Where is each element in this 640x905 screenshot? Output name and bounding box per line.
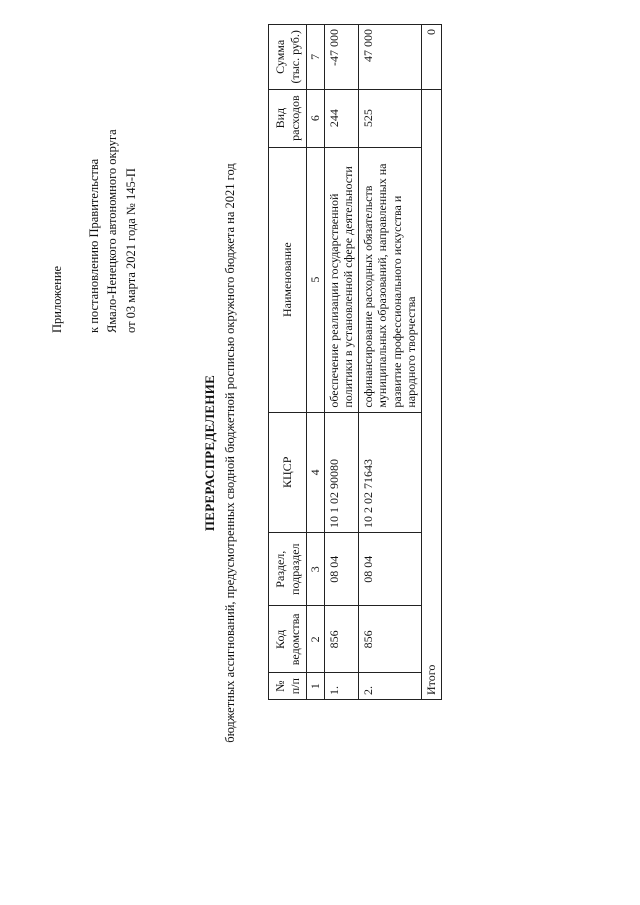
header-code: Код ведомства (269, 605, 307, 672)
row-kcsr: 10 2 02 71643 (358, 412, 421, 532)
col-num-7: 7 (307, 24, 325, 89)
budget-table (268, 24, 442, 700)
row-name: обеспечение реализации государственной политики в установленной сфере деятельности (324, 147, 358, 412)
header-type: Вид расходов (269, 89, 307, 147)
document-subtitle: бюджетных ассигнований, предусмотренных сводной бюджетной росписью окружного бюджета на 2021 год (223, 162, 237, 743)
row-code: 856 (324, 605, 358, 672)
total-sum: 0 (421, 24, 441, 89)
row-type: 244 (324, 89, 358, 147)
header-name: Наименование (269, 147, 307, 412)
total-row (421, 24, 441, 699)
col-num-2: 2 (307, 605, 325, 672)
row-name: софинансирование расходных обязательств муниципальных образований, направленных на развитие профессионального искусства и народного творчества (358, 147, 421, 412)
appendix-region: Ямало-Ненецкого автономного округа (105, 128, 119, 333)
rotated-page (10, 28, 630, 853)
row-num: 2. (358, 672, 421, 699)
column-number-row (307, 24, 325, 699)
appendix-resolution: к постановлению Правительства (86, 158, 101, 333)
col-num-1: 1 (307, 672, 325, 699)
header-row (269, 24, 307, 699)
col-num-6: 6 (307, 89, 325, 147)
row-kcsr: 10 1 02 90080 (324, 412, 358, 532)
row-sum: -47 000 (324, 24, 358, 89)
total-label: Итого (421, 89, 441, 699)
col-num-3: 3 (307, 532, 325, 606)
header-num: № п/п (269, 672, 307, 699)
col-num-4: 4 (307, 412, 325, 532)
document-title: ПЕРЕРАСПРЕДЕЛЕНИЕ (202, 374, 217, 531)
row-sum: 47 000 (358, 24, 421, 89)
appendix-date: от 03 марта 2021 года № 145-П (123, 167, 138, 333)
header-kcsr: КЦСР (269, 412, 307, 532)
row-type: 525 (358, 89, 421, 147)
table-row (324, 24, 358, 699)
appendix-label: Приложение (50, 265, 64, 333)
row-section: 08 04 (324, 532, 358, 606)
header-sum: Сумма (тыс. руб.) (269, 24, 307, 89)
row-num: 1. (324, 672, 358, 699)
row-section: 08 04 (358, 532, 421, 606)
table-row (358, 24, 421, 699)
appendix-block (48, 129, 140, 333)
header-section: Раздел, подраздел (269, 532, 307, 606)
col-num-5: 5 (307, 147, 325, 412)
row-code: 856 (358, 605, 421, 672)
